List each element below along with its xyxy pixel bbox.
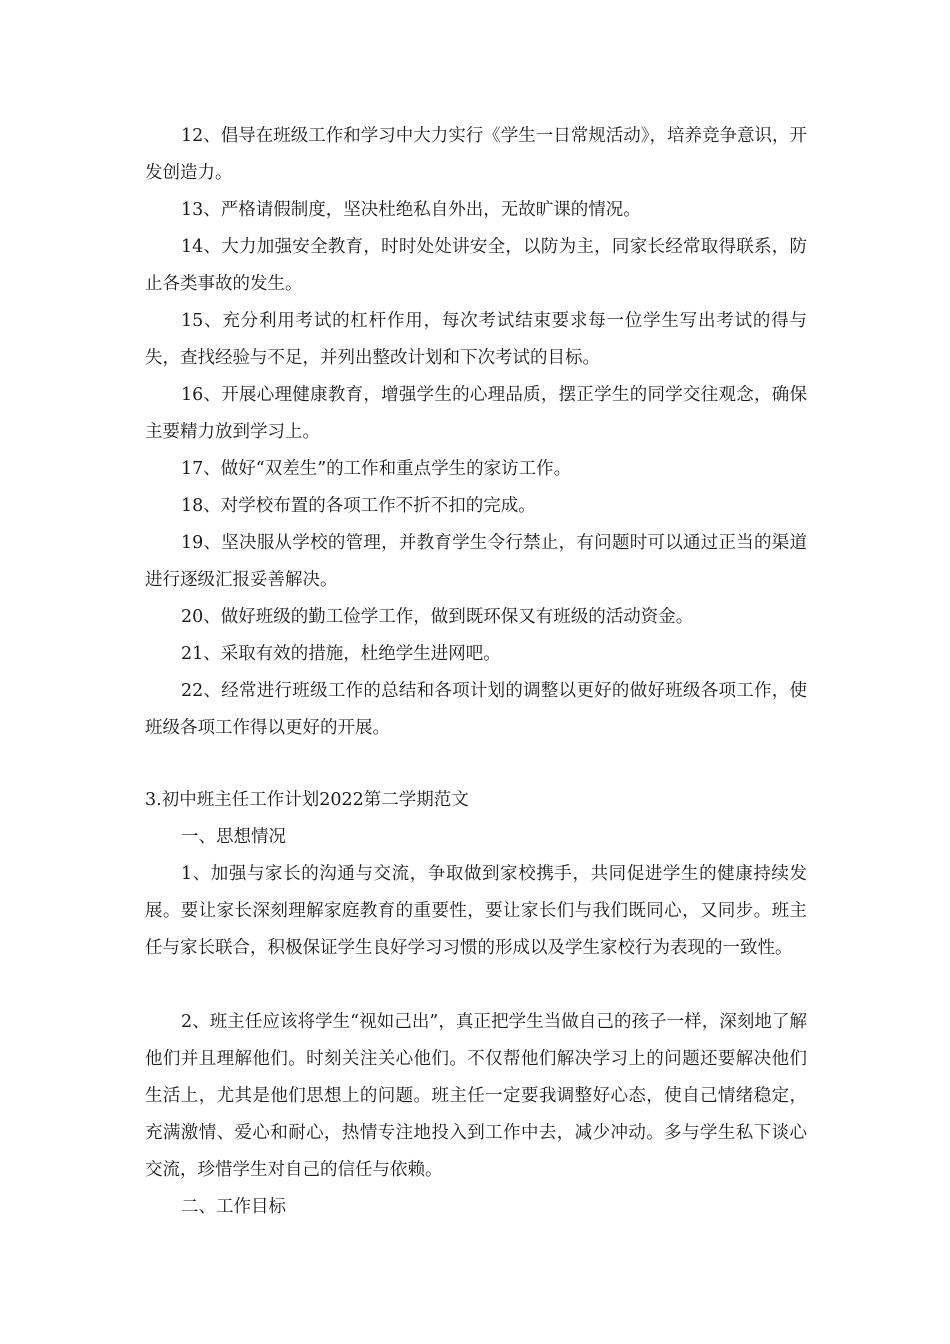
section-heading-goals: 二、工作目标 <box>181 1197 286 1217</box>
paragraph-item-12: 12、倡导在班级工作和学习中大力实行《学生一日常规活动》，培养竞争意识，开发创造力。 <box>145 126 808 183</box>
section-title: 3.初中班主任工作计划2022第二学期范文 <box>145 790 469 810</box>
paragraph-item-19: 19、坚决服从学校的管理，并教育学生令行禁止，有问题时可以通过正当的渠道进行逐级汇报妥善解决。 <box>145 533 807 590</box>
paragraph-item-13: 13、严格请假制度，坚决杜绝私自外出，无故旷课的情况。 <box>181 200 641 220</box>
paragraph-item-16: 16、开展心理健康教育，增强学生的心理品质，摆正学生的同学交往观念，确保主要精力放到学习上。 <box>145 385 807 442</box>
paragraph-item-22: 22、经常进行班级工作的总结和各项计划的调整以更好的做好班级各项工作，使班级各项工作得以更好的开展。 <box>145 681 807 738</box>
paragraph-item-17: 17、做好“双差生”的工作和重点学生的家访工作。 <box>181 459 572 479</box>
paragraph-item-18: 18、对学校布置的各项工作不折不扣的完成。 <box>181 496 536 516</box>
section-heading-thoughts: 一、思想情况 <box>181 827 286 847</box>
paragraph-item-21: 21、采取有效的措施，杜绝学生进网吧。 <box>181 644 501 664</box>
paragraph-item-20: 20、做好班级的勤工俭学工作，做到既环保又有班级的活动资金。 <box>181 607 694 627</box>
paragraph-thoughts-1: 1、加强与家长的沟通与交流，争取做到家校携手，共同促进学生的健康持续发展。要让家长深刻理解家庭教育的重要性，要让家长们与我们既同心，又同步。班主任与家长联合，积极保证学生良好学习习惯的形成以及学生家校行为表现的一致性。 <box>145 864 807 958</box>
paragraph-thoughts-2: 2、班主任应该将学生“视如己出”，真正把学生当做自己的孩子一样，深刻地了解他们并且理解他们。时刻关注关心他们。不仅帮他们解决学习上的问题还要解决他们生活上，尤其是他们思想上的问题。班主任一定要我调整好心态，使自己情绪稳定，充满激情、爱心和耐心，热情专注地投入到工作中去，减少冲动。多与学生私下谈心交流，珍惜学生对自己的信任与依赖。 <box>145 1012 807 1180</box>
paragraph-item-14: 14、大力加强安全教育，时时处处讲安全，以防为主，同家长经常取得联系，防止各类事故的发生。 <box>145 237 807 294</box>
paragraph-item-15: 15、充分利用考试的杠杆作用，每次考试结束要求每一位学生写出考试的得与失，查找经验与不足，并列出整改计划和下次考试的目标。 <box>145 311 807 368</box>
